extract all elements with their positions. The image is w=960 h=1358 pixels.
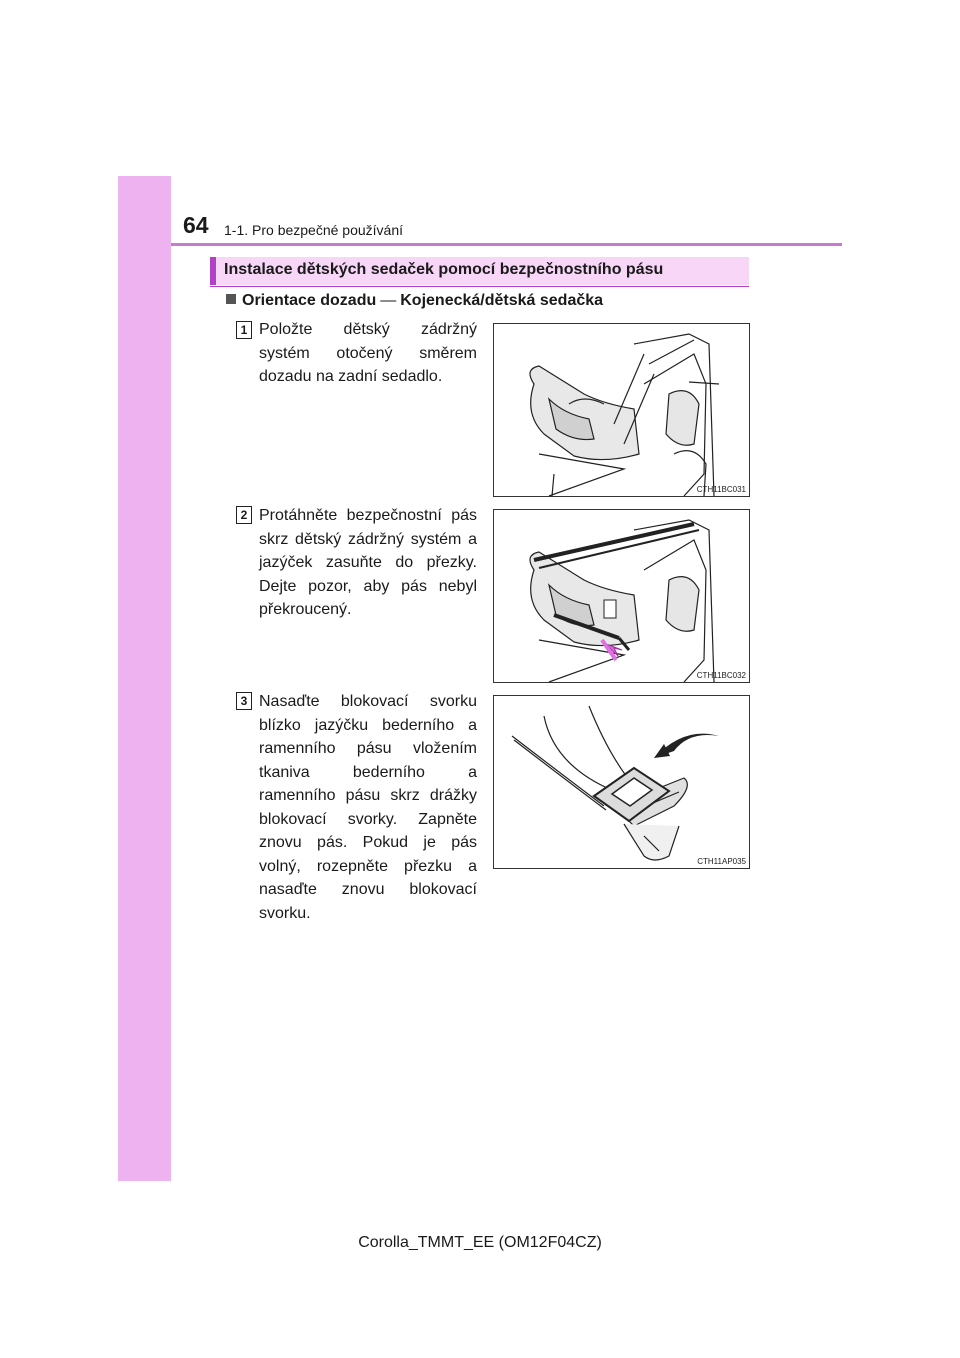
subheading [226, 292, 603, 310]
footer-model-code: Corolla_TMMT_EE (OM12F04CZ) [358, 1234, 602, 1251]
figure-code-3: CTH11AP035 [697, 857, 746, 866]
subheading-detail: Kojenecká/dětská sedačka [400, 292, 604, 309]
header-rule [171, 243, 842, 246]
step-number-3: 3 [236, 692, 252, 710]
square-bullet-icon [226, 294, 236, 304]
step-text-2: Protáhněte bezpečnostní pás skrz dětský zádržný systém a jazýček zasuňte do přezky. Dejte pozor, aby pás nebyl překroucený. [259, 507, 477, 618]
step-text-1: Položte dětský zádržný systém otočený směrem dozadu na zadní sedadlo. [259, 321, 477, 385]
step-text-3: Nasaďte blokovací svorku blízko jazýčku bederního a ramenního pásu vložením tkaniva bederního a ramenního pásu skrz drážky blokovací svorky. Zapněte znovu pás. Pokud je pás volný, rozepněte přezku a nasaďte znovu blokovací svorku. [259, 693, 477, 922]
locking-clip-illustration [494, 696, 749, 868]
step-number-2: 2 [236, 506, 252, 524]
figure-code-2: CTH11BC032 [696, 671, 746, 680]
section-accent [210, 257, 216, 285]
figure-code-1: CTH11BC031 [696, 485, 746, 494]
chapter-title: 1-1. Pro bezpečné používání [224, 222, 404, 238]
belt-routing-illustration [494, 510, 749, 682]
figure-locking-clip [493, 695, 750, 869]
side-tab-strip [118, 176, 171, 1181]
section-underline [210, 286, 749, 287]
page-number: 64 [183, 212, 209, 238]
step-number-1: 1 [236, 321, 252, 339]
figure-rear-facing-seat [493, 323, 750, 497]
infant-seat-illustration [494, 324, 749, 496]
section-title-bar [210, 257, 749, 285]
subheading-dash: — [380, 292, 397, 309]
figure-belt-routing [493, 509, 750, 683]
subheading-main: Orientace dozadu [242, 292, 377, 309]
section-title: Instalace dětských sedaček pomocí bezpečnostního pásu [224, 261, 664, 278]
